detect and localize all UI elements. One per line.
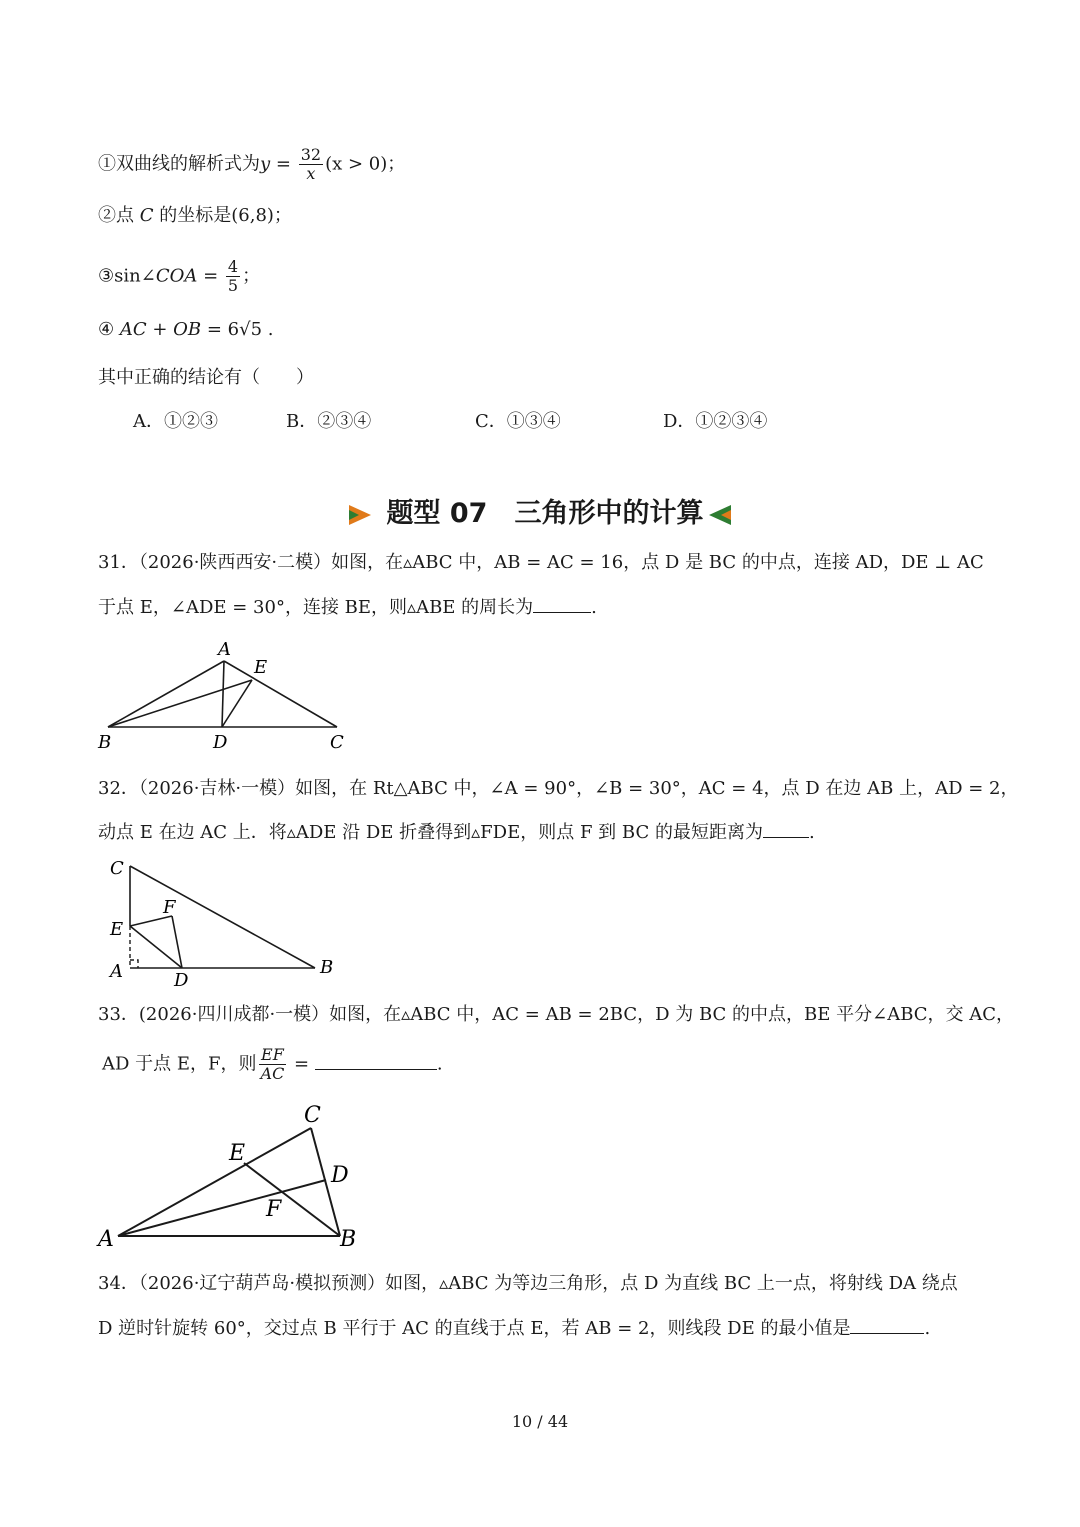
segment-de bbox=[222, 680, 252, 727]
label-a: A bbox=[218, 639, 231, 660]
conclusion-1: ①双曲线的解析式为y = $\frac{32}{x}$ (x > 0)； bbox=[98, 145, 406, 183]
answer-blank bbox=[533, 594, 591, 613]
q32-line2: 动点 E 在边 AC 上．将▵ADE 沿 DE 折叠得到▵FDE，则点 F 到 BC 的最短距离为 . bbox=[98, 819, 815, 845]
label-b: B bbox=[340, 1227, 357, 1252]
arrow-right-icon bbox=[349, 505, 371, 525]
option-d: D．①②③④ bbox=[663, 411, 768, 432]
label-b: B bbox=[98, 732, 112, 753]
q33-line1: 33．(2026·四川成都·一模）如图，在▵ABC 中，AC = AB = 2BC，D 为 BC 的中点，BE 平分∠ABC，交 AC， bbox=[98, 1004, 1015, 1025]
q34-line1: 34．（2026·辽宁葫芦岛·模拟预测）如图，▵ABC 为等边三角形，点 D 为直线 BC 上一点，将射线 DA 绕点 bbox=[98, 1273, 958, 1294]
label-c: C bbox=[330, 732, 344, 753]
question-stem: 其中正确的结论有（ ） bbox=[98, 367, 314, 388]
label-e: E bbox=[254, 657, 268, 678]
segment-be bbox=[108, 680, 252, 727]
label-f: F bbox=[266, 1197, 282, 1222]
q34-line2: D 逆时针旋转 60°，交过点 B 平行于 AC 的直线于点 E，若 AB = 2，则线段 DE 的最小值是 . bbox=[98, 1315, 930, 1341]
fraction-ef-over-ac: $\frac{EF}{AC}$ bbox=[260, 1045, 285, 1083]
q31-line1: 31．（2026·陕西西安·二模）如图，在▵ABC 中，AB = AC = 16，点 D 是 BC 的中点，连接 AD，DE ⊥ AC bbox=[98, 552, 984, 573]
answer-blank bbox=[763, 819, 809, 838]
segment-ad bbox=[118, 1180, 326, 1236]
label-a: A bbox=[110, 961, 123, 982]
segment-be bbox=[244, 1163, 340, 1236]
option-c: C．①③④ bbox=[475, 411, 561, 432]
option-a: A．①②③ bbox=[133, 411, 218, 432]
label-a: A bbox=[98, 1227, 114, 1252]
q33-line2: AD 于点 E，F，则 $\frac{EF}{AC}$ = . bbox=[102, 1045, 443, 1083]
section-title: 题型 07 三角形中的计算 bbox=[386, 498, 704, 529]
segment-ac bbox=[224, 661, 337, 727]
segment-ac bbox=[118, 1128, 311, 1236]
right-angle-mark bbox=[130, 960, 138, 968]
answer-blank bbox=[315, 1051, 437, 1070]
answer-blank bbox=[850, 1315, 924, 1334]
label-d: D bbox=[174, 970, 189, 990]
label-c: C bbox=[304, 1103, 321, 1128]
q33-figure bbox=[92, 1098, 372, 1253]
label-d: D bbox=[213, 732, 228, 753]
q31-line2: 于点 E，∠ADE = 30°，连接 BE，则▵ABE 的周长为 . bbox=[98, 594, 597, 620]
label-e: E bbox=[110, 919, 124, 940]
conclusion-4: ④ AC + OB = 6√5 . bbox=[98, 319, 274, 340]
q32-line1: 32．（2026·吉林·一模）如图，在 Rt△ABC 中，∠A = 90°，∠B = 30°，AC = 4，点 D 在边 AB 上，AD = 2， bbox=[98, 778, 1019, 799]
label-b: B bbox=[320, 957, 334, 978]
fraction-4-over-5: $\frac{4}{5}$ bbox=[227, 257, 239, 295]
page-number: 10 / 44 bbox=[511, 1412, 569, 1431]
q31-figure bbox=[90, 635, 360, 755]
arrow-left-icon bbox=[709, 505, 731, 525]
option-b: B．②③④ bbox=[286, 411, 372, 432]
conclusion-3: ③sin∠COA = $\frac{4}{5}$ ； bbox=[98, 257, 261, 295]
segment-ad bbox=[222, 661, 224, 727]
label-c: C bbox=[110, 858, 124, 879]
label-e: E bbox=[229, 1141, 246, 1166]
label-f: F bbox=[163, 897, 176, 918]
fraction-32-over-x: $\frac{32}{x}$ bbox=[300, 145, 322, 183]
segment-cb bbox=[130, 866, 315, 968]
q32-figure bbox=[100, 852, 350, 990]
label-d: D bbox=[331, 1163, 349, 1188]
conclusion-2: ②点 C 的坐标是(6,8)； bbox=[98, 205, 292, 226]
section-heading bbox=[0, 496, 1080, 532]
